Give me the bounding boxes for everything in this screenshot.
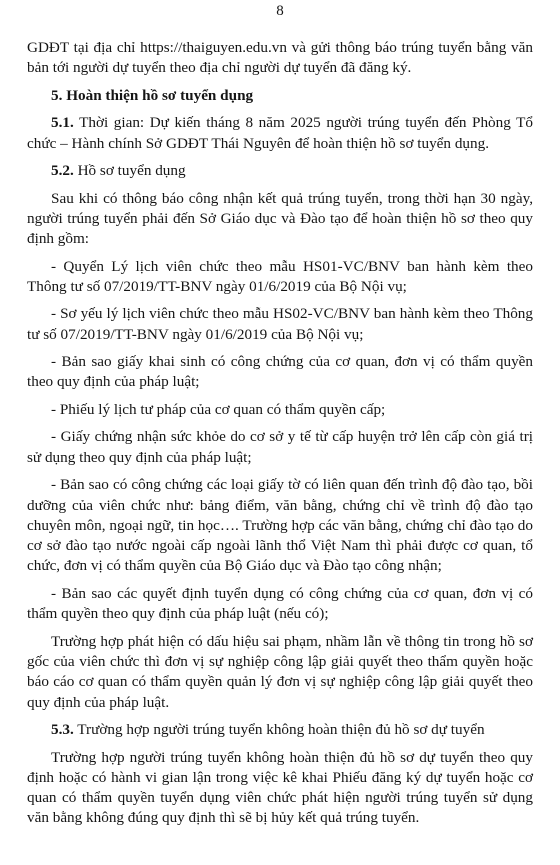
paragraph-violation: Trường hợp phát hiện có dấu hiệu sai phạm, nhầm lẫn về thông tin trong hồ sơ gốc của viên chức thì đơn vị sự nghiệp công lập giải quyết theo thẩm quyền hoặc báo cáo cơ quan có thẩm quyền quản lý đơn vị sự nghiệp công lập giải quyết theo quy định của pháp luật.	[27, 632, 533, 711]
document-body	[27, 38, 533, 836]
list-item: - Bản sao các quyết định tuyển dụng có công chứng của cơ quan, đơn vị có thẩm quyền theo quy định của pháp luật (nếu có);	[27, 584, 533, 623]
list-item: - Bản sao có công chứng các loại giấy tờ có liên quan đến trình độ đào tạo, bồi dưỡng của viên chức như: bảng điểm, văn bằng, chứng chỉ về trình độ đào tạo chuyên môn, ngoại ngữ, tin học…. Trường hợp các văn bằng, chứng chỉ đào tạo do cơ sở đào tạo nước ngoài cấp ngoài lãnh thổ Việt Nam thì phải được cơ quan, tổ chức, đơn vị có thẩm quyền của Bộ Giáo dục và Đào tạo công nhận;	[27, 476, 533, 575]
subsection-number: 5.3.	[51, 721, 74, 739]
subsection-text: Thời gian: Dự kiến tháng 8 năm 2025 người trúng tuyển đến Phòng Tổ chức – Hành chính Sở GDĐT Thái Nguyên để hoàn thiện hồ sơ tuyển dụng.	[27, 114, 533, 152]
list-item: - Quyển Lý lịch viên chức theo mẫu HS01-VC/BNV ban hành kèm theo Thông tư số 07/2019/TT-BNV ngày 01/6/2019 của Bộ Nội vụ;	[27, 257, 533, 295]
page-number: 8	[276, 3, 284, 19]
paragraph-continuation: GDĐT tại địa chỉ https://thaiguyen.edu.vn và gửi thông báo trúng tuyển bằng văn bản tới người dự tuyển theo địa chỉ người dự tuyển đã đăng ký.	[27, 39, 533, 77]
section-heading-5: 5. Hoàn thiện hồ sơ tuyển dụng	[51, 86, 254, 104]
list-item: - Giấy chứng nhận sức khỏe do cơ sở y tế từ cấp huyện trở lên cấp còn giá trị sử dụng theo quy định của pháp luật;	[27, 428, 533, 466]
list-item: - Phiếu lý lịch tư pháp của cơ quan có thẩm quyền cấp;	[51, 400, 386, 418]
subsection-text: Trường hợp người trúng tuyển không hoàn thiện đủ hồ sơ dự tuyển	[73, 721, 485, 739]
list-item: - Sơ yếu lý lịch viên chức theo mẫu HS02-VC/BNV ban hành kèm theo Thông tư số 07/2019/TT-BNV ngày 01/6/2019 của Bộ Nội vụ;	[27, 305, 533, 343]
subsection-number: 5.1.	[51, 114, 74, 132]
paragraph-intro-5-2: Sau khi có thông báo công nhận kết quả trúng tuyển, trong thời hạn 30 ngày, người trúng tuyển phải đến Sở Giáo dục và Đào tạo để hoàn thiện hồ sơ theo quy định gồm:	[27, 189, 533, 248]
subsection-number: 5.2.	[51, 162, 74, 180]
list-item: - Bản sao giấy khai sinh có công chứng của cơ quan, đơn vị có thẩm quyền theo quy định của pháp luật;	[27, 353, 533, 391]
subsection-5-3	[27, 720, 533, 740]
subsection-5-1	[27, 113, 533, 154]
subsection-5-2	[27, 161, 533, 181]
paragraph-5-3: Trường hợp người trúng tuyển không hoàn thiện đủ hồ sơ dự tuyển theo quy định hoặc có hành vi gian lận trong việc kê khai Phiếu đăng ký dự tuyển hoặc cơ quan có thẩm quyền tuyển dụng viên chức phát hiện người trúng tuyển sử dụng văn bằng không đúng quy định thì sẽ bị hủy kết quả trúng tuyển.	[27, 748, 533, 827]
subsection-text: Hồ sơ tuyển dụng	[73, 162, 186, 180]
